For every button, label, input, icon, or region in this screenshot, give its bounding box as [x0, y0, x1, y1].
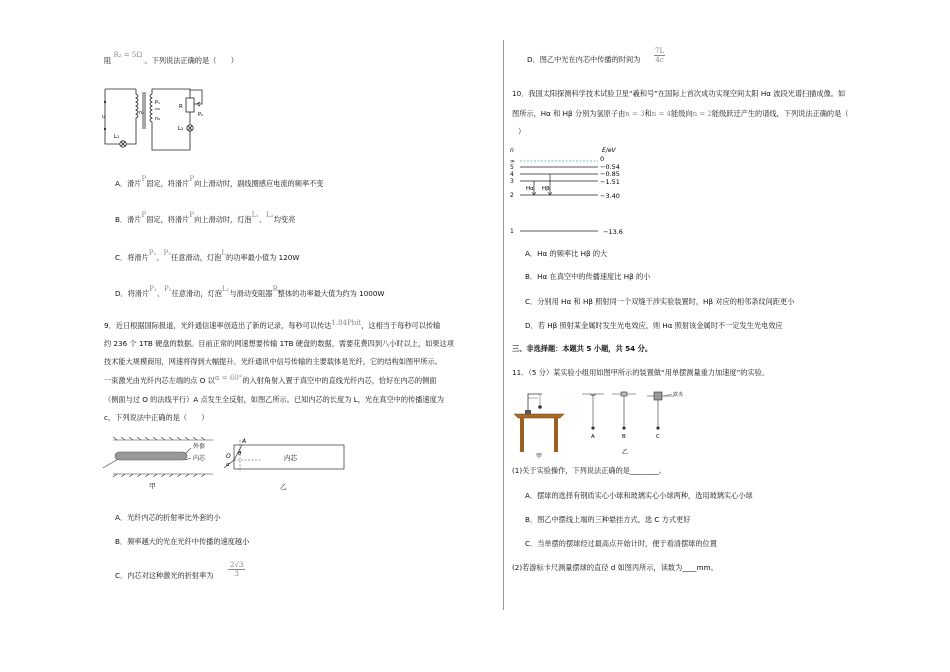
level-n-5: 5: [510, 164, 514, 171]
level-e-3: −1.51: [600, 178, 620, 186]
label-jia: 甲: [149, 482, 156, 490]
q11-sub-1: (1)关于实验操作，下列说法正确的是________。: [512, 466, 666, 475]
q11-option-b[interactable]: B．图乙中摆线上端的三种悬挂方式，选 C 方式更好: [525, 515, 691, 524]
pendulum-figure: [512, 388, 687, 460]
label-outer: 外套: [193, 443, 206, 450]
level-n-2: 2: [510, 192, 514, 199]
label-p2: P₂: [198, 112, 204, 118]
q9-line-1: 9．近日根据国际报道，光纤通信速率创造出了新的记录，每秒可以传达1.84Pbit，这相当于每秒可以传输: [104, 319, 441, 330]
label-fig-jia: 甲: [536, 453, 543, 460]
q9-line-6: c，下列说法中正确的是（ ）: [104, 413, 209, 422]
label-alpha: α: [226, 462, 230, 468]
q10-option-c[interactable]: C．分别用 Hα 和 Hβ 照射同一个双缝干涉实验装置时，Hβ 对应的相邻条纹间距更小: [525, 297, 795, 306]
label-point-o: O: [226, 453, 231, 460]
q11-line-1: 11．（5 分）某实验小组用如图甲所示的装置做“用单摆测量重力加速度”的实验。: [512, 368, 770, 377]
transformer-circuit-diagram: [100, 84, 210, 164]
q9-option-d[interactable]: D．图乙中光在内芯中传播的时间为: [527, 55, 641, 64]
level-e-2: −3.40: [600, 192, 620, 200]
q9-option-d-fraction: 7L 4c: [655, 47, 665, 65]
label-l2: L₂: [178, 126, 184, 132]
label-core-jia: 内芯: [193, 455, 206, 462]
q9-option-c[interactable]: C．内芯对这种激光的折射率为: [115, 571, 214, 580]
label-iron-clip: 铁夹: [673, 392, 684, 398]
intro-formula: R₂ = 5Ω: [113, 51, 143, 59]
label-r: R: [179, 104, 183, 110]
q8-option-b[interactable]: B．滑片P固定，将滑片P向上滑动时，灯泡L₁、L₂均变亮: [115, 211, 296, 224]
label-mount-a: A: [591, 434, 595, 440]
label-point-a: A: [242, 438, 247, 445]
level-e-1: −13.6: [603, 228, 623, 236]
level-n-4: 4: [510, 171, 514, 178]
label-h-alpha: Hα: [526, 186, 534, 192]
label-n: n: [510, 147, 514, 154]
q9-line-3: 技术能大规模商用，网速将得到大幅提升。光纤通讯中信号传输的主要载体是光纤，它的结构如图甲所示。: [104, 357, 442, 366]
intro-prefix: 阻: [104, 56, 112, 65]
q10-option-d[interactable]: D．若 Hβ 照射某金属时发生光电效应，则 Hα 照射该金属时不一定发生光电效应: [525, 321, 783, 330]
label-theta: θ: [238, 451, 242, 457]
q9-line-5: （侧面与过 O 的法线平行）A 点发生全反射，如图乙所示。已知内芯的长度为 L，光在真空中的传播速度为: [104, 395, 444, 404]
q8-option-d[interactable]: D．将滑片P₁、P₂任意滑动，灯泡L₂与滑动变阻器R整体的功率最大值为约为 1000W: [115, 285, 385, 298]
q9-option-b[interactable]: B．频率越大的光在光纤中传播的速度越小: [115, 537, 250, 546]
fiber-figure-jia: [103, 436, 228, 496]
level-e-inf: 0: [600, 155, 605, 163]
q10-line-3: ）: [518, 127, 526, 136]
q9-option-a[interactable]: A．光纤内芯的折射率比外套的小: [115, 513, 221, 522]
q10-line-2: 图所示，Hα 和 Hβ 分别为氢原子由n = 3和n = 4能级向n = 2能级跃迁产生的谱线，下列说法正确的是（: [512, 109, 849, 118]
label-p1: P₁: [155, 100, 161, 106]
level-e-4: −0.85: [600, 170, 620, 178]
level-n-inf: ∞: [510, 158, 515, 165]
level-e-5: −0.54: [600, 163, 620, 171]
section-3-heading: 三、非选择题：本题共 5 小题，共 54 分。: [512, 344, 653, 353]
intro-rest: 。下列说法正确的是（ ）: [144, 56, 238, 65]
label-l1: L₁: [114, 134, 120, 140]
q10-option-b[interactable]: B．Hα 在真空中的传播速度比 Hβ 的小: [525, 272, 651, 281]
label-core-yi: 内芯: [284, 454, 297, 462]
q11-option-c[interactable]: C．当单摆的摆球经过最高点开始计时，便于看清摆球的位置: [525, 539, 717, 548]
q9-line-2: 约 236 个 1TB 硬盘的数据。目前正常的网速想要传输 1TB 硬盘的数据，需要花费四到八小时以上，如果这项: [104, 339, 454, 348]
label-mount-c: C: [656, 434, 660, 440]
label-n1: n₁: [139, 110, 145, 116]
label-n2: n₂: [155, 116, 161, 122]
fiber-figure-yi: [222, 438, 352, 496]
q10-line-1: 10．我国太阳探测科学技术试验卫星“羲和号”在国际上首次成功实现空间太阳 Hα 波段光谱扫描成像。如: [512, 89, 846, 98]
column-divider: [503, 40, 504, 610]
q9-line-4: 一束激光由光纤内芯左端的点 O 以α = 60°的入射角射入置于真空中的直线光纤内芯，恰好在内芯的侧面: [104, 374, 437, 385]
level-n-1: 1: [510, 228, 514, 235]
label-h-beta: Hβ: [542, 186, 550, 192]
q8-option-a[interactable]: A．滑片P固定，将滑片P向上滑动时，副线圈感应电流的频率不变: [115, 175, 324, 188]
label-yi: 乙: [280, 483, 287, 491]
q8-option-c[interactable]: C．将滑片P₁、P₂任意滑动，灯泡L的功率最小值为 120W: [115, 249, 300, 262]
label-mount-b: B: [622, 434, 626, 440]
q11-option-a[interactable]: A．摆球的选择有钢质实心小球和玻璃实心小球两种，选用玻璃实心小球: [525, 491, 753, 500]
energy-level-diagram: [508, 144, 638, 240]
label-e: E/eV: [602, 147, 616, 154]
q9-option-c-fraction: 2√3 3: [230, 561, 244, 579]
level-n-3: 3: [510, 178, 514, 185]
q10-option-a[interactable]: A．Hα 的频率比 Hβ 的大: [525, 249, 608, 258]
label-fig-yi: 乙: [622, 449, 629, 456]
q11-sub-2: (2)若游标卡尺测量摆球的直径 d 如图丙所示，读数为____mm。: [512, 563, 718, 572]
q8-intro: [104, 51, 238, 66]
label-u: u: [102, 114, 106, 120]
